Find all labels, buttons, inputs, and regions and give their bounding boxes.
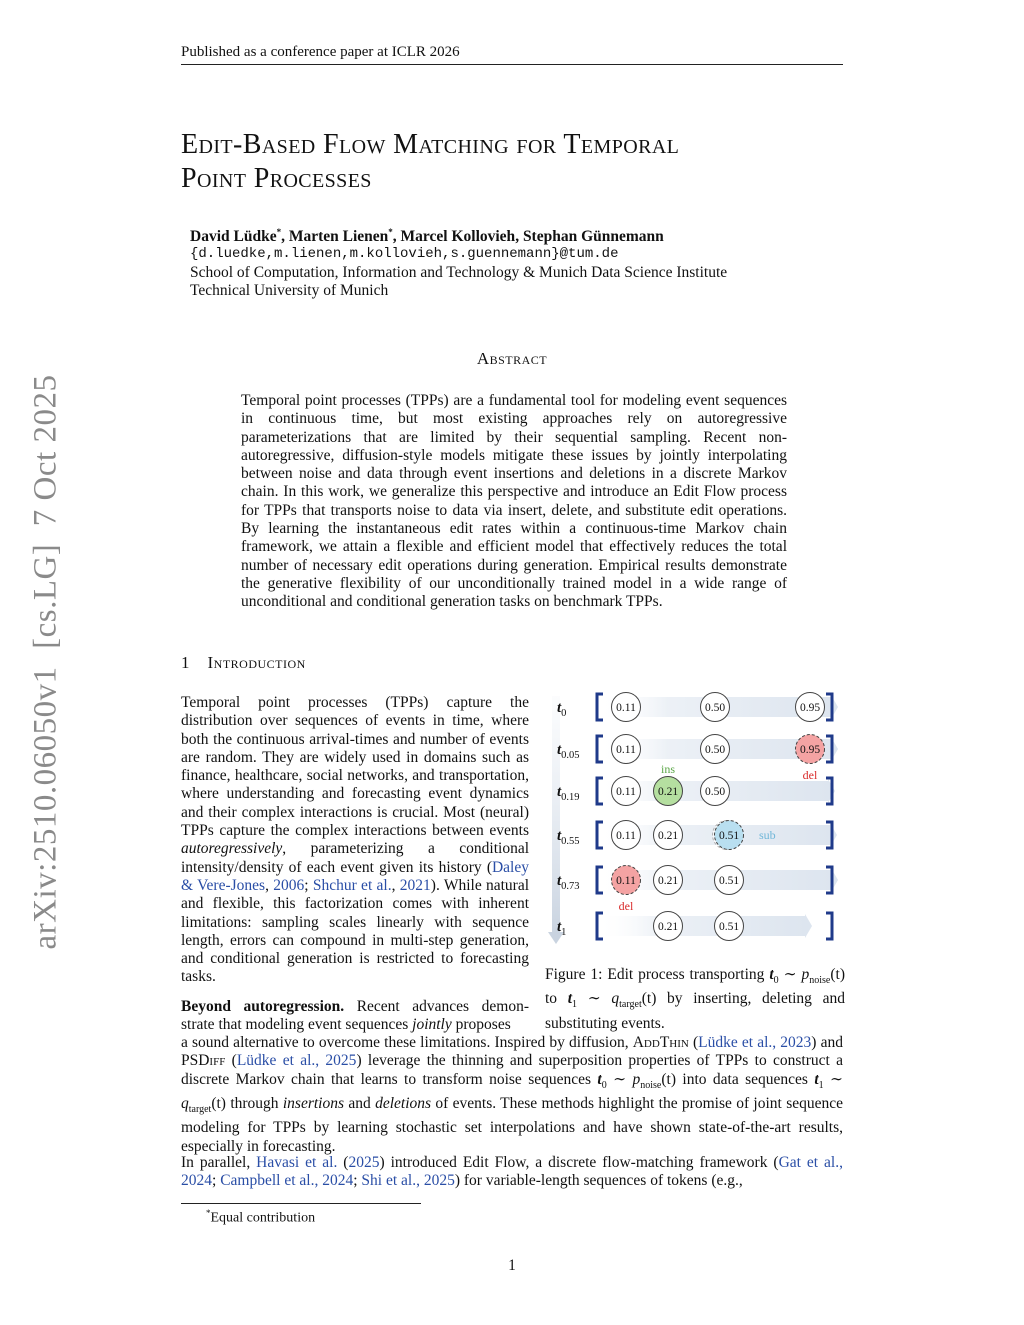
- text-run: introduced Edit Flow, a discrete flow-matching framework (: [384, 1154, 779, 1171]
- math-qtarget: $q_{target}(t)$: [181, 1094, 226, 1116]
- text-run: into data sequences: [676, 1070, 815, 1088]
- math-t1: $t_1$: [567, 990, 578, 1011]
- intro-paragraph: In parallel, Havasi et al. (2025) introduced Edit Flow, a discrete flow-matching framework (Gat et al., 2024; Campbell et al., 2024; Shi et al., 2025) for variable-length sequences of tokens (e.g.,: [181, 1154, 843, 1190]
- author-name: Stephan Günnemann: [522, 228, 664, 246]
- footnote-mark: *: [206, 1208, 211, 1218]
- equal-contribution-mark: *: [276, 227, 282, 237]
- time-step-label: $t_{0.05}$: [557, 742, 580, 761]
- event-time-label: 0.95: [799, 744, 821, 756]
- running-header: Published as a conference paper at ICLR 2026: [181, 44, 843, 65]
- math-symbol: ∼: [613, 1070, 627, 1088]
- beyond-paragraph: a sound alternative to overcome these limitations. Inspired by diffusion, AddThin (Lüdke et al., 2023) and PSDiff (Lüdke et al., 2025) leverage the thinning and superposition properties of TPPs to construct a discrete Markov chain that learns to transform noise sequences $t_0$ ∼ $p_{noise}(t)$ into data sequences $t_1$ ∼ $q_{target}(t)$ through insertions and deletions of events. These methods highlight the promise of joint sequence modeling for TPPs by learning stochastic set interpolations and have shown state-of-the-art results, especially in forecasting.: [181, 1034, 844, 1155]
- citation-link[interactable]: 2021: [399, 876, 431, 894]
- math-symbol: ∼: [830, 1070, 844, 1088]
- arxiv-identifier: arXiv:2510.06050v1 [cs.LG] 7 Oct 2025: [27, 374, 64, 950]
- method-name: PSDiff: [181, 1052, 226, 1070]
- figure-label: Figure 1:: [545, 966, 603, 983]
- beyond-paragraph-start: [181, 998, 529, 1035]
- author-name: Marcel Kollovieh: [400, 228, 516, 246]
- text-run: and: [816, 1034, 843, 1051]
- footnote: [206, 1208, 315, 1227]
- time-step-subscript: 0: [561, 708, 567, 719]
- citation-link[interactable]: Shchur et al.: [312, 876, 392, 894]
- math-t1: $t_1$: [814, 1070, 824, 1091]
- citation-link[interactable]: 2006: [273, 876, 305, 894]
- event-time-label: 0.50: [704, 702, 726, 714]
- figure-1: [545, 686, 845, 948]
- time-step-subscript: 0.19: [561, 792, 580, 803]
- text-run: ). While natural and flexible, this factorization comes with inherent limitations: sampling scales linearly with sequence length, errors can compound in multi-step generation, and conditional generation is restricted to forecasting tasks.: [181, 876, 530, 986]
- math-pnoise: $p_{noise}(t)$: [801, 966, 845, 987]
- math-t0: $t_0$: [597, 1070, 607, 1091]
- substitute-op-label: sub: [759, 828, 776, 842]
- abstract-heading: Abstract: [476, 349, 548, 368]
- math-t0: $t_0$: [769, 966, 779, 987]
- emphasis: jointly: [412, 1016, 452, 1034]
- text-run: by inserting, deleting and substituting events.: [545, 990, 845, 1032]
- event-time-label: 0.11: [616, 875, 636, 887]
- time-step-label: $t_0$: [557, 700, 567, 719]
- text-run: strate that modeling event sequences: [181, 1016, 413, 1034]
- footnote-rule: [181, 1203, 421, 1204]
- time-axis: [552, 696, 560, 934]
- event-time-label: 0.11: [616, 830, 636, 842]
- event-time-label: 0.51: [718, 830, 740, 842]
- event-time-label: 0.50: [704, 786, 726, 798]
- time-step-subscript: 0.55: [561, 836, 580, 847]
- event-time-label: 0.51: [718, 875, 740, 887]
- event-time-label: 0.11: [616, 702, 636, 714]
- time-step-label: $t_{0.55}$: [557, 828, 580, 847]
- text-line: [181, 1016, 529, 1034]
- author-name: David Lüdke: [190, 228, 277, 246]
- method-name: AddThin: [632, 1034, 689, 1051]
- text-run: In parallel,: [181, 1154, 257, 1171]
- citation-link[interactable]: 2025: [348, 1154, 380, 1171]
- text-run: ;: [304, 876, 313, 894]
- text-run: of events. These methods highlight the promise of joint sequence modeling for TPPs by learning stochastic set interpolations and have shown state-of-the-art results, especially in forecasting.: [181, 1094, 843, 1155]
- citation-link[interactable]: Havasi et al.: [256, 1154, 338, 1171]
- time-step-subscript: 1: [561, 927, 567, 938]
- edit-process-diagram: [545, 686, 845, 948]
- time-step-subscript: 0.05: [561, 750, 580, 761]
- citation-link[interactable]: Lüdke et al., 2023: [698, 1034, 812, 1051]
- footnote-text: Equal contribution: [210, 1210, 316, 1226]
- section-title: Introduction: [207, 653, 306, 672]
- event-time-label: 0.50: [704, 744, 726, 756]
- title-line-1: Edit-Based Flow Matching for Temporal: [181, 129, 680, 160]
- event-time-label: 0.95: [799, 702, 821, 714]
- band-arrowhead: [805, 914, 812, 938]
- text-run: proposes: [451, 1016, 511, 1034]
- citation-link[interactable]: Shi et al., 2025: [361, 1172, 455, 1190]
- equal-contribution-mark: *: [388, 227, 393, 237]
- event-time-label: 0.21: [657, 875, 679, 887]
- time-step-label: $t_{0.19}$: [557, 784, 580, 803]
- citation-link[interactable]: Lüdke et al., 2025: [236, 1052, 357, 1070]
- emphasis: insertions: [282, 1094, 345, 1112]
- text-run: ) for variable-length sequences of tokens (e.g.,: [454, 1172, 743, 1190]
- event-time-label: 0.11: [616, 786, 636, 798]
- abstract-text: Temporal point processes (TPPs) are a fundamental tool for modeling event sequences in continuous time, but most existing approaches rely on autoregressive parameterizations that are limited by their sequential sampling. Recent non-autoregressive, diffusion-style models mitigate these issues by jointly interpolating between noise and data through event insertions and deletions in a discrete Markov chain. In this work, we generalize this perspective and introduce an Edit Flow process for TPPs that transports noise to data via insert, delete, and substitute edit operations. By learning the instantaneous edit rates within a continuous-time Markov chain framework, we attain a flexible and efficient model that effectively reduces the total number of necessary edit operations during generation. Empirical results demonstrate the generative flexibility of our unconditionally trained model in a wide range of unconditional and conditional generation tasks on benchmark TPPs.: [241, 392, 787, 611]
- time-step-subscript: 0.73: [561, 881, 580, 892]
- event-time-label: 0.21: [657, 786, 679, 798]
- figure-caption: [545, 966, 845, 1033]
- page-number: 1: [508, 1257, 516, 1274]
- paper-title: [181, 128, 881, 196]
- event-band: [597, 916, 805, 936]
- author-name: Marten Lienen: [288, 228, 389, 246]
- event-time-label: 0.21: [657, 830, 679, 842]
- event-time-label: 0.11: [616, 744, 636, 756]
- text-run: through: [225, 1094, 283, 1112]
- section-number: 1: [181, 653, 190, 672]
- event-time-label: 0.51: [718, 921, 740, 933]
- text-run: to: [545, 990, 568, 1008]
- insert-op-label: ins: [660, 762, 676, 776]
- affiliation: School of Computation, Information and Technology & Munich Data Science Institute: [190, 264, 728, 281]
- event-time-label: 0.21: [657, 921, 679, 933]
- text-run: and: [344, 1094, 376, 1112]
- sequence-close-bracket: [826, 913, 832, 939]
- emphasis: autoregressively: [181, 840, 283, 858]
- author-list: David Lüdke*, Marten Lienen*, Marcel Kollovieh, Stephan Günnemann: [190, 227, 664, 246]
- citation-link[interactable]: Daley & Vere-Jones: [181, 858, 529, 894]
- text-run: , parameterizing a conditional intensity/density of each event given its history (: [181, 840, 529, 876]
- math-pnoise: $p_{noise}(t)$: [632, 1070, 677, 1091]
- text-run: leverage the thinning and superposition properties of TPPs to construct a discrete Markov chain that learns to transform noise sequences: [181, 1052, 843, 1088]
- math-qtarget: $q_{target}(t)$: [611, 990, 657, 1011]
- section-heading: [181, 653, 306, 673]
- math-symbol: ∼: [587, 990, 601, 1008]
- title-line-2: Point Processes: [181, 163, 372, 194]
- author-emails: {d.luedke,m.lienen,m.kollovieh,s.guennemann}@tum.de: [190, 246, 619, 262]
- text-line: [181, 998, 529, 1016]
- intro-paragraph: Temporal point processes (TPPs) capture the distribution over sequences of events in time, where both the continuous arrival-times and number of events are random. They are widely used in domains such as finance, healthcare, social networks, and transportation, where understanding and forecasting event dynamics and their complex interactions is crucial. Most (neural) TPPs capture the complex interactions between events autoregressively, parameterizing a conditional intensity/density of each event given its history (Daley & Vere-Jones, 2006; Shchur et al., 2021). While natural and flexible, this factorization comes with inherent limitations: sampling scales linearly with sequence length, errors can compound in multi-step generation, and conditional generation is restricted to forecasting tasks.: [181, 694, 530, 986]
- paragraph-lead: Beyond autoregression.: [181, 998, 345, 1015]
- emphasis: deletions: [375, 1094, 432, 1112]
- text-run: a sound alternative to overcome these limitations. Inspired by diffusion,: [181, 1034, 633, 1051]
- citation-link[interactable]: Campbell et al., 2024: [220, 1172, 354, 1190]
- text-run: Temporal point processes (TPPs) capture the distribution over sequences of events in time, where both the continuous arrival-times and number of events are random. They are widely used in domains such as finance, healthcare, social networks, and transportation, where understanding and forecasting event dynamics and their complex interactions is crucial. Most (neural) TPPs capture the complex interactions between events: [181, 694, 529, 840]
- delete-op-label: del: [802, 768, 818, 782]
- math-symbol: ∼: [783, 966, 797, 983]
- delete-op-label: del: [618, 899, 634, 913]
- affiliation: Technical University of Munich: [190, 282, 389, 299]
- time-step-label: $t_{0.73}$: [557, 873, 580, 892]
- text-run: Recent advances demon-: [356, 998, 529, 1015]
- text-run: Edit process transporting: [602, 966, 770, 983]
- citation-link[interactable]: Gat et al., 2024: [181, 1154, 843, 1190]
- time-step-label: $t_1$: [557, 919, 567, 938]
